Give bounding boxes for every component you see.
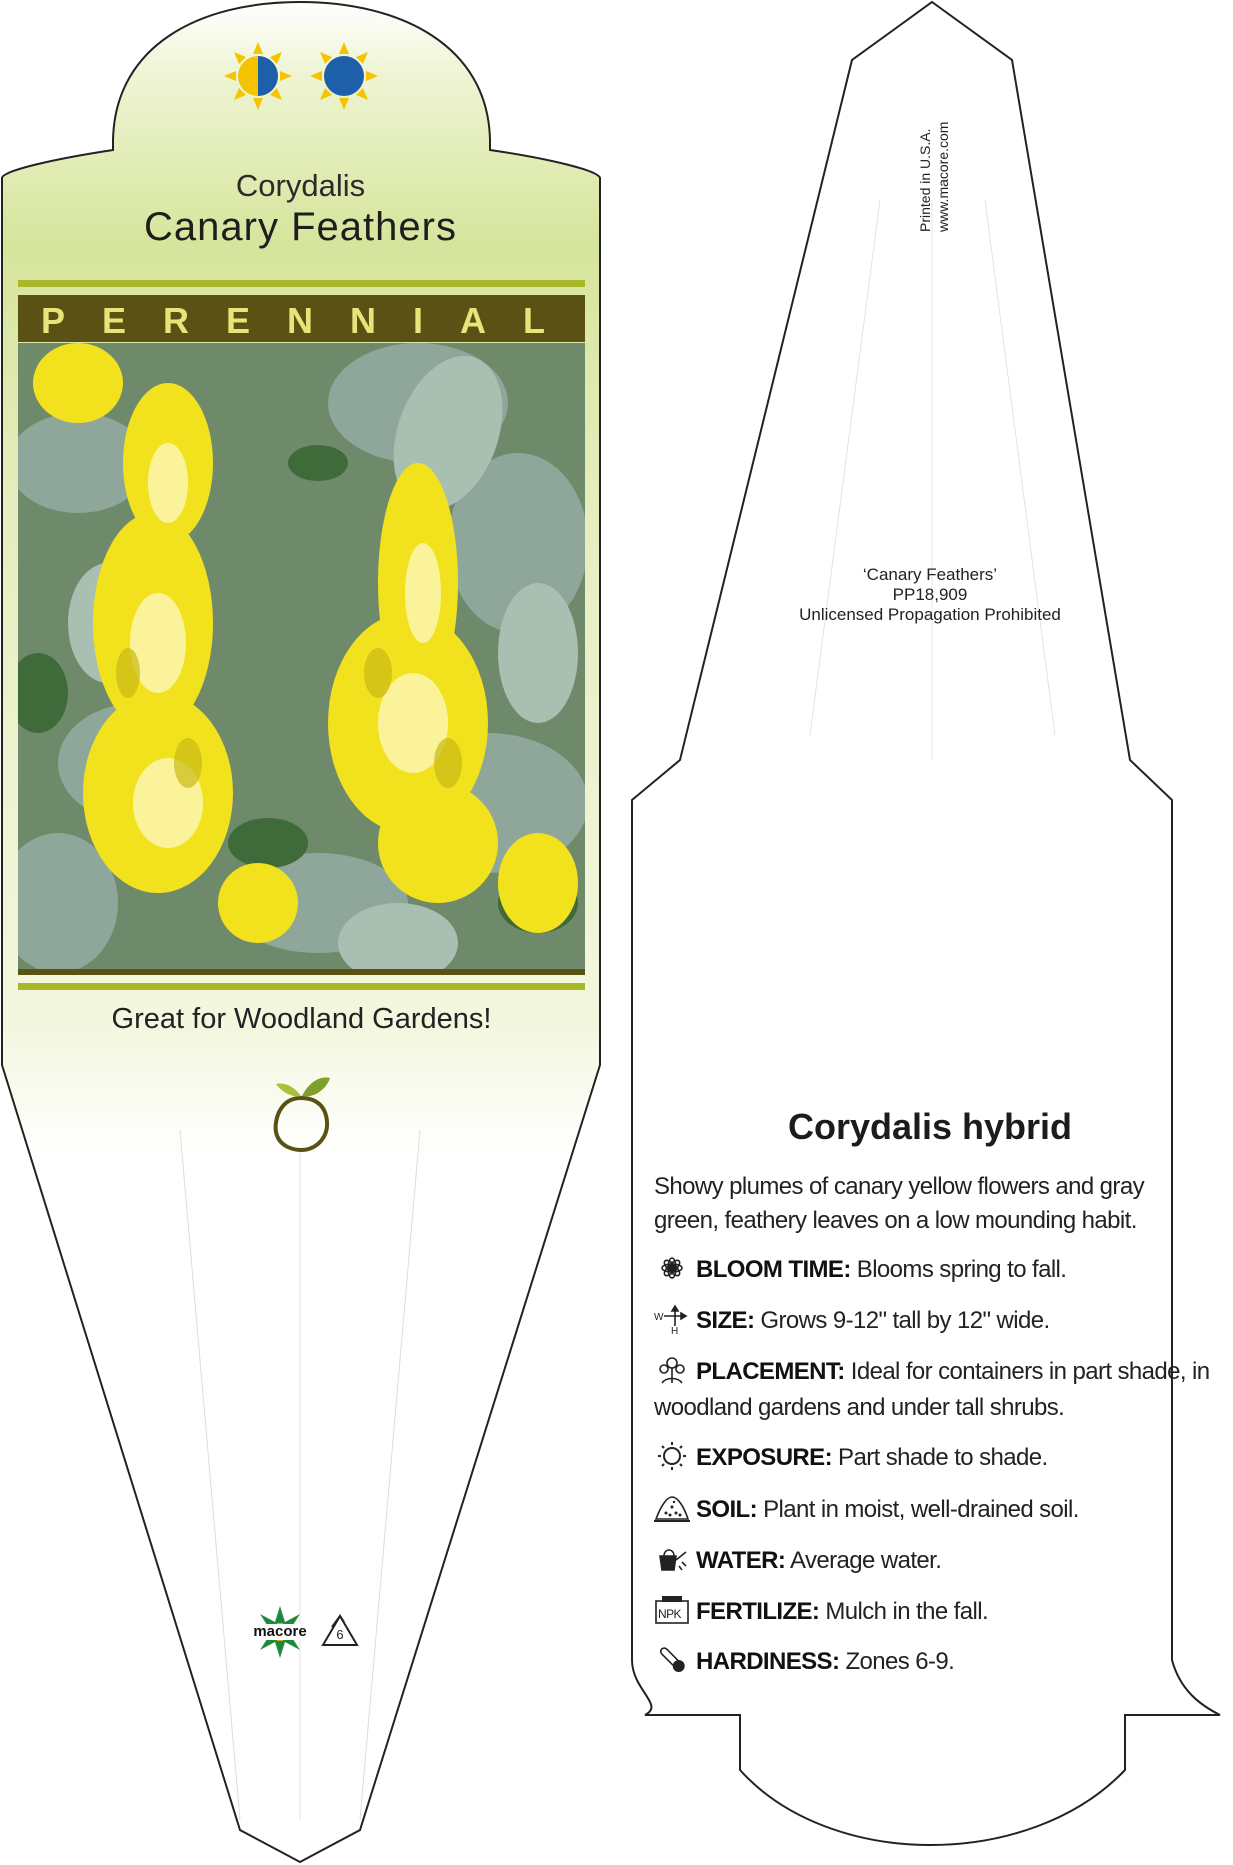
plant-description: Showy plumes of canary yellow flowers and gray green, feathery leaves on a low mounding habit. xyxy=(654,1173,1144,1234)
botanical-title: Corydalis hybrid xyxy=(787,1106,1073,1147)
plant-photo xyxy=(18,343,585,969)
soil-icon xyxy=(654,1493,690,1523)
category-band xyxy=(18,295,585,342)
website: www.macore.com xyxy=(935,121,951,232)
exposure-value: Part shade to shade. xyxy=(838,1444,1048,1471)
patent-info xyxy=(760,565,1100,625)
exposure-label: EXPOSURE: xyxy=(696,1444,832,1471)
plant-cultivar: Canary Feathers xyxy=(144,205,457,249)
size-h: H xyxy=(671,1326,678,1334)
divider-tagline xyxy=(18,983,585,990)
info-row-hardiness xyxy=(654,1644,1214,1680)
water-value: Average water. xyxy=(790,1547,942,1574)
thermometer-icon xyxy=(654,1645,690,1675)
bloom-label: BLOOM TIME: xyxy=(696,1256,851,1283)
water-label: WATER: xyxy=(696,1547,786,1574)
info-row-placement xyxy=(654,1354,1214,1426)
fertilize-label: FERTILIZE: xyxy=(696,1598,820,1625)
exposure-icons xyxy=(222,40,382,112)
printed-info xyxy=(916,72,952,232)
soil-value: Plant in moist, well-drained soil. xyxy=(763,1496,1079,1523)
plant-genus: Corydalis xyxy=(235,168,366,203)
brand-name: macore xyxy=(244,1624,316,1640)
patent-name: ‘Canary Feathers’ xyxy=(862,565,998,584)
tagline: Great for Woodland Gardens! xyxy=(111,1003,492,1035)
patent-notice: Unlicensed Propagation Prohibited xyxy=(799,605,1061,624)
hardiness-value: Zones 6-9. xyxy=(845,1648,955,1675)
npk-text: NPK xyxy=(658,1607,681,1621)
size-icon xyxy=(654,1304,690,1334)
fertilize-value: Mulch in the fall. xyxy=(825,1598,989,1625)
flower-icon xyxy=(654,1253,690,1283)
full-shade-icon xyxy=(310,42,378,110)
size-w: W xyxy=(654,1312,663,1323)
sun-outline-icon xyxy=(654,1441,690,1471)
divider-top xyxy=(18,280,585,287)
hardiness-label: HARDINESS: xyxy=(696,1648,840,1675)
patent-number: PP18,909 xyxy=(892,585,968,604)
npk-icon xyxy=(654,1595,690,1625)
seed-logo-icon xyxy=(270,1070,332,1152)
category-label: PERENNIAL xyxy=(40,300,583,341)
info-row-fertilize xyxy=(654,1594,1214,1630)
placement-label: PLACEMENT: xyxy=(696,1358,845,1385)
info-row-water xyxy=(654,1543,1214,1579)
printed-in: Printed in U.S.A. xyxy=(917,128,933,232)
plant-icon xyxy=(654,1355,690,1385)
divider-photo-bottom xyxy=(18,969,585,975)
info-row-exposure xyxy=(654,1440,1214,1476)
soil-label: SOIL: xyxy=(696,1496,757,1523)
part-sun-icon xyxy=(224,42,292,110)
recycle-number: 6 xyxy=(336,1627,344,1642)
info-row-soil xyxy=(654,1492,1214,1528)
placement-value: Ideal for containers in part shade, in woodland gardens and under tall shrubs. xyxy=(654,1358,1210,1421)
bloom-value: Blooms spring to fall. xyxy=(856,1256,1067,1283)
size-value: Grows 9-12" tall by 12" wide. xyxy=(760,1307,1050,1334)
watering-can-icon xyxy=(654,1544,690,1574)
info-row-bloom xyxy=(654,1252,1214,1288)
info-row-size xyxy=(654,1303,1214,1339)
size-label: SIZE: xyxy=(696,1307,755,1334)
